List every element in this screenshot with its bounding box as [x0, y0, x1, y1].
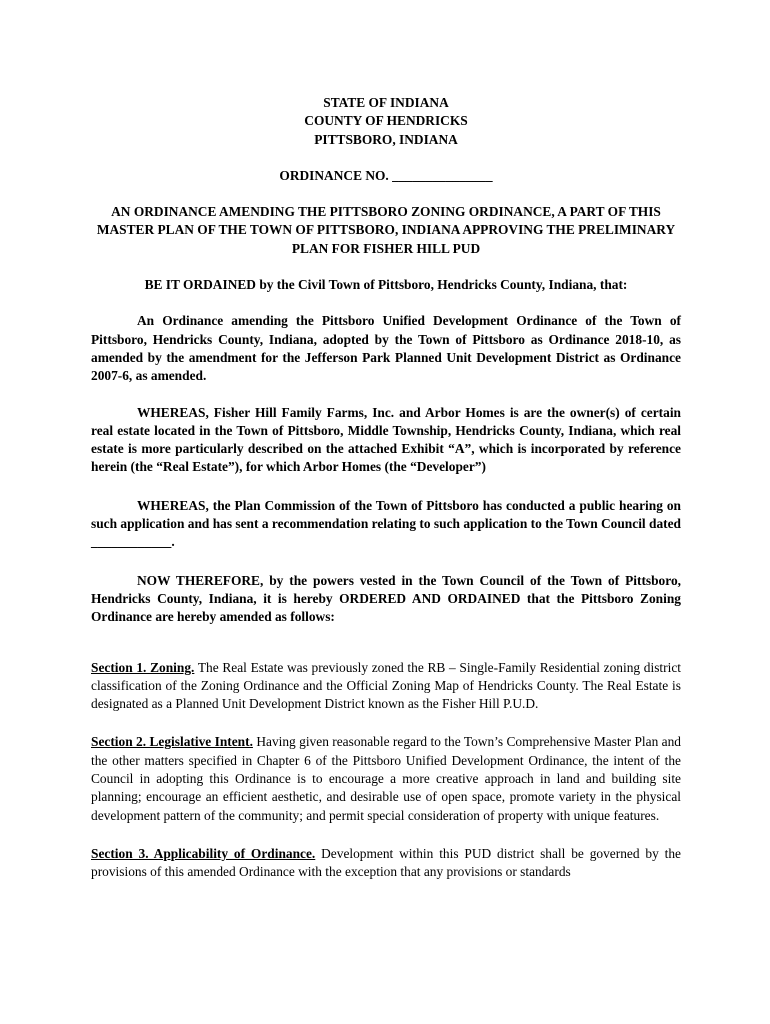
section-zoning [91, 659, 681, 714]
header-town: PITTSBORO, INDIANA [314, 131, 458, 147]
header-county: COUNTY OF HENDRICKS [304, 113, 468, 129]
section-legislative-intent-body: Having given reasonable regard to the Town’s Comprehensive Master Plan and the other matters specified in Chapter 6 of the Pittsboro Unified Development Ordinance, the intent of the Council in adopting this Ordinance is to encourage a more creative approach in land and building site planning; encourage an efficient aesthetic, and desirable use of open space, promote variety in the physical development pattern of the community; and permit special consideration of property with unique features. [91, 734, 682, 823]
ordinance-page [91, 94, 681, 882]
ordained-lead: BE IT ORDAINED [144, 277, 256, 293]
header-state: STATE OF INDIANA [323, 95, 449, 110]
section-legislative-intent [91, 733, 681, 824]
paragraph-whereas-owner: WHEREAS, Fisher Hill Family Farms, Inc. and Arbor Homes is are the owner(s) of certain real estate located in the Town of Pittsboro, Middle Township, Hendricks County, Indiana, which real estate is more particularly described on the attached Exhibit “A”, which is incorporated by reference herein (the “Real Estate”), for which Arbor Homes (the “Developer”) [91, 404, 681, 475]
section-applicability-heading: Section 3. Applicability of Ordinance. [91, 845, 316, 861]
section-zoning-heading: Section 1. Zoning. [91, 659, 195, 675]
section-applicability-body: Development within this PUD district shall be governed by the provisions of this amended Ordinance with the exception that any provisions or standards [91, 845, 681, 880]
section-legislative-intent-heading: Section 2. Legislative Intent. [91, 734, 253, 750]
ordained-rest: by the Civil Town of Pittsboro, Hendricks County, Indiana, that: [255, 277, 628, 293]
ordinance-number: ORDINANCE NO. _______________ [279, 167, 493, 183]
ordained-clause [91, 276, 681, 294]
document-header [91, 94, 681, 149]
section-zoning-body: The Real Estate was previously zoned the RB – Single-Family Residential zoning district classification of the Zoning Ordinance and the Official Zoning Map of Hendricks County. The Real Estate is designated as a Planned Unit Development District known as the Fisher Hill P.U.D. [91, 659, 681, 712]
ordinance-title: AN ORDINANCE AMENDING THE PITTSBORO ZONING ORDINANCE, A PART OF THIS MASTER PLAN OF THE TOWN OF PITTSBORO, INDIANA APPROVING THE PRELIMINARY PLAN FOR FISHER HILL PUD [96, 204, 676, 256]
paragraph-now-therefore: NOW THEREFORE, by the powers vested in the Town Council of the Town of Pittsboro, Hendricks County, Indiana, it is hereby ORDERED AND ORDAINED that the Pittsboro Zoning Ordinance are hereby amended as follows: [91, 572, 681, 625]
paragraph-whereas-commission: WHEREAS, the Plan Commission of the Town of Pittsboro has conducted a public hearing on such application and has sent a recommendation relating to such application to the Town Council dated ____________. [91, 497, 681, 550]
paragraph-ordinance: An Ordinance amending the Pittsboro Unified Development Ordinance of the Town of Pittsboro, Hendricks County, Indiana, adopted by the Town of Pittsboro as Ordinance 2018-10, as amended by the amendment for the Jefferson Park Planned Unit Development District as Ordinance 2007-6, as amended. [91, 313, 681, 384]
section-applicability [91, 845, 681, 882]
